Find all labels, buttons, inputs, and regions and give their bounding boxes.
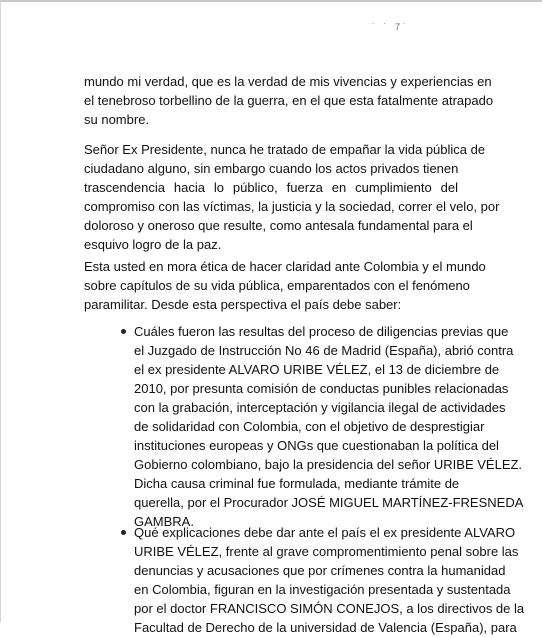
text-line: Cuáles fueron las resultas del proceso de diligencias previas que (134, 324, 509, 339)
text-line: ciudadano alguno, sin embargo cuando los actos privados tienen (84, 161, 459, 176)
text-line: Dicha causa criminal fue formulada, mediante trámite de (134, 476, 460, 491)
text-line: doloroso y oneroso que resulte, como antesala fundamental para el (84, 218, 473, 233)
bullet-item-2 (120, 523, 525, 637)
text-line: denuncias y acusaciones que por crímenes contra la humanidad (134, 563, 506, 578)
text-line: en Colombia, figuran en la investigación presentada y sustentada (134, 582, 511, 597)
text-line: el tenebroso torbellino de la guerra, en el que esta fatalmente atrapado (84, 93, 494, 108)
text-line: el Juzgado de Instrucción No 46 de Madrid (España), abrió contra (134, 343, 514, 358)
text-line: querella, por el Procurador JOSÉ MIGUEL MARTÍNEZ-FRESNEDA (134, 495, 524, 510)
paragraph-3 (84, 257, 486, 314)
text-line: Esta usted en mora ética de hacer claridad ante Colombia y el mundo (84, 259, 486, 274)
bullet-item-1 (120, 322, 524, 531)
text-line: Gobierno colombiano, bajo la presidencia del señor URIBE VÉLEZ. (134, 457, 523, 472)
text-line: de solidaridad con Colombia, con el objetivo de desprestigiar (134, 419, 485, 434)
page-top-edge (0, 0, 542, 2)
page-left-edge (0, 0, 1, 622)
text-line: URIBE VÉLEZ, frente al grave compromentimiento penal sobre las (134, 544, 519, 559)
text-line: Facultad de Derecho de la universidad de Valencia (España), para (134, 620, 517, 635)
text-line: con la grabación, interceptación y vigilancia ilegal de actividades (134, 400, 506, 415)
text-line: por el doctor FRANCISCO SIMÓN CONEJOS, a los directivos de la (134, 601, 525, 616)
text-line: mundo mi verdad, que es la verdad de mis vivencias y experiencias en (84, 74, 492, 89)
text-line: paramilitar. Desde esta perspectiva el país debe saber: (84, 297, 402, 312)
text-line: instituciones europeas y ONGs que cuestionaban la política del (134, 438, 499, 453)
text-line: trascendencia hacia lo público, fuerza en cumplimiento del (84, 180, 458, 195)
text-line: sobre capítulos de su vida pública, emparentados con el fenómeno (84, 278, 470, 293)
page-number-mark: ˙ ˙ 7˙ (372, 22, 409, 32)
paragraph-2 (84, 140, 500, 254)
text-line: su nombre. (84, 112, 150, 127)
text-line: esquivo logro de la paz. (84, 237, 222, 252)
text-line: Señor Ex Presidente, nunca he tratado de empañar la vida pública de (84, 142, 486, 157)
text-line: compromiso con las víctimas, la justicia y la sociedad, correr el velo, por (84, 199, 500, 214)
paragraph-1 (84, 72, 494, 129)
text-line: 2010, por presunta comisión de conductas punibles relacionadas (134, 381, 509, 396)
text-line: GAMBRA. (134, 514, 194, 529)
text-line: el ex presidente ALVARO URIBE VÉLEZ, el 13 de diciembre de (134, 362, 500, 377)
text-line: Qué explicaciones debe dar ante el país el ex presidente ALVARO (134, 525, 516, 540)
